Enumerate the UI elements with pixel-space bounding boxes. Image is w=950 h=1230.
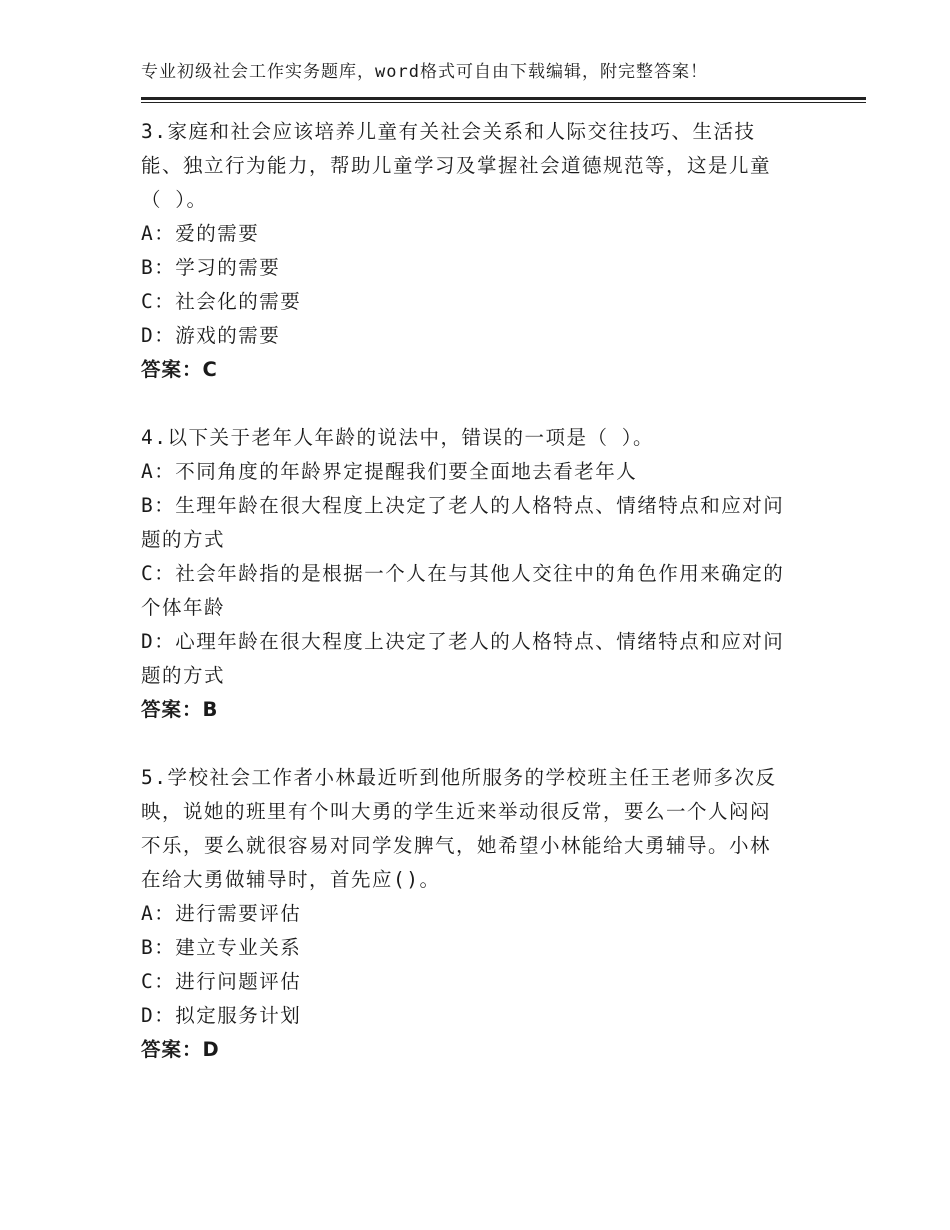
option-b-continued: 题的方式 xyxy=(141,528,226,551)
option-c: C：进行问题评估 xyxy=(141,970,302,993)
option-d-continued: 题的方式 xyxy=(141,664,226,687)
option-a: A：爱的需要 xyxy=(141,222,260,245)
question-list xyxy=(141,115,811,1101)
question-stem-line: 映，说她的班里有个叫大勇的学生近来举动很反常，要么一个人闷闷 xyxy=(141,800,772,823)
question-stem-line: 5.学校社会工作者小林最近听到他所服务的学校班主任王老师多次反 xyxy=(141,766,777,789)
question-3 xyxy=(141,115,811,387)
question-stem-line: 不乐，要么就很容易对同学发脾气，她希望小林能给大勇辅导。小林 xyxy=(141,834,772,857)
option-c-continued: 个体年龄 xyxy=(141,596,226,619)
question-stem-line: （ ）。 xyxy=(141,188,208,211)
option-b: B：建立专业关系 xyxy=(141,936,302,959)
header-rule-thin xyxy=(141,102,866,103)
page-header: 专业初级社会工作实务题库，word格式可自由下载编辑，附完整答案！ xyxy=(141,62,708,82)
option-d: D：游戏的需要 xyxy=(141,324,281,347)
option-d: D：拟定服务计划 xyxy=(141,1004,302,1027)
option-a: A：进行需要评估 xyxy=(141,902,302,925)
question-stem-line: 4.以下关于老年人年龄的说法中，错误的一项是（ ）。 xyxy=(141,426,654,449)
answer-label: 答案：C xyxy=(141,358,218,381)
header-rule-thick xyxy=(141,97,866,100)
question-4 xyxy=(141,421,811,727)
option-b: B：生理年龄在很大程度上决定了老人的人格特点、情绪特点和应对问 xyxy=(141,494,785,517)
option-b: B：学习的需要 xyxy=(141,256,281,279)
option-c: C：社会年龄指的是根据一个人在与其他人交往中的角色作用来确定的 xyxy=(141,562,785,585)
option-a: A：不同角度的年龄界定提醒我们要全面地去看老年人 xyxy=(141,460,638,483)
option-d: D：心理年龄在很大程度上决定了老人的人格特点、情绪特点和应对问 xyxy=(141,630,785,653)
question-stem-line: 在给大勇做辅导时，首先应()。 xyxy=(141,868,441,891)
question-5 xyxy=(141,761,811,1067)
option-c: C：社会化的需要 xyxy=(141,290,302,313)
answer-label: 答案：D xyxy=(141,1038,220,1061)
question-stem-line: 能、独立行为能力，帮助儿童学习及掌握社会道德规范等，这是儿童 xyxy=(141,154,772,177)
answer-label: 答案：B xyxy=(141,698,219,721)
question-stem-line: 3.家庭和社会应该培养儿童有关社会关系和人际交往技巧、生活技 xyxy=(141,120,756,143)
